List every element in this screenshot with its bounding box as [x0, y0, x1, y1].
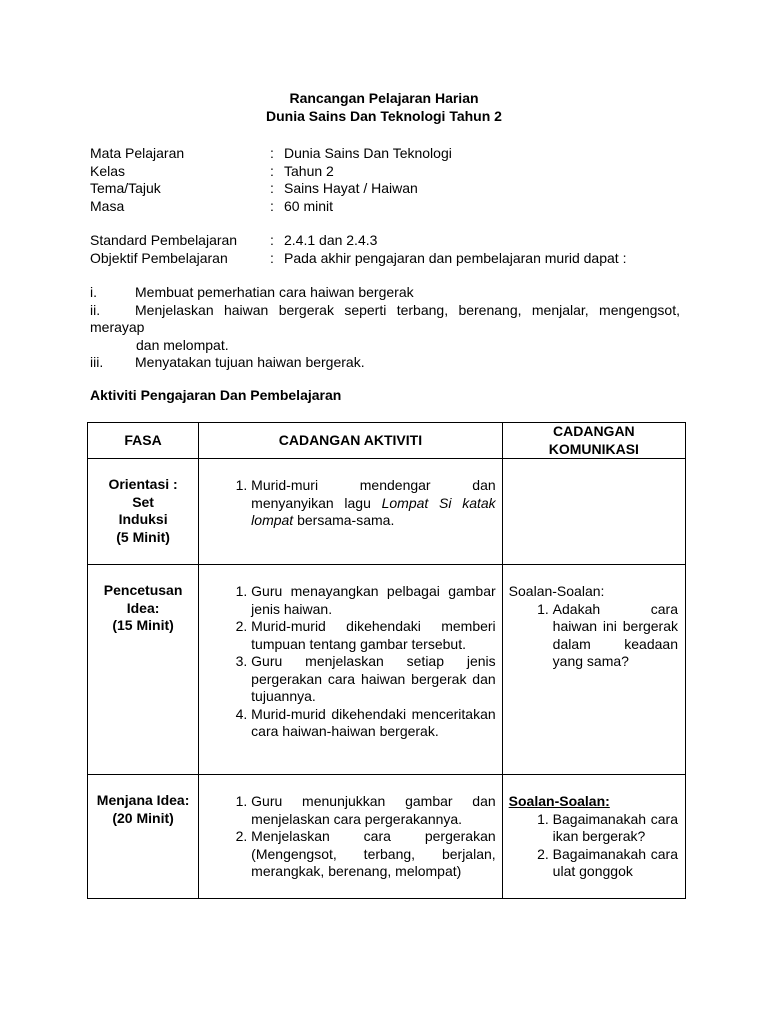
- question-item: 2. Bagaimanakah cara ulat gonggok: [553, 846, 678, 881]
- activity-item: [251, 477, 496, 530]
- info-label: Standard Pembelajaran: [90, 232, 238, 248]
- activity-item: 4. Murid-murid dikehendaki menceritakan cara haiwan-haiwan bergerak.: [251, 706, 496, 741]
- fasa-line: Orientasi :: [108, 476, 178, 492]
- question-item: 1. Adakah cara haiwan ini bergerak dalam keadaan yang sama?: [553, 601, 678, 671]
- fasa-line: Idea:: [126, 599, 160, 616]
- table-row: [88, 775, 686, 899]
- fasa-line: (20 Minit): [112, 809, 174, 826]
- objective-item: [90, 284, 680, 302]
- objective-continuation: [90, 337, 680, 355]
- table-row: [88, 459, 686, 565]
- activity-item: 1. Guru menunjukkan gambar dan menjelaskan cara pergerakannya.: [251, 793, 496, 828]
- question-list: [503, 601, 685, 671]
- header-aktiviti: CADANGAN AKTIVITI: [199, 423, 503, 459]
- fasa-line: (15 Minit): [112, 617, 174, 633]
- info-row: [90, 250, 690, 268]
- info-label: Objektif Pembelajaran: [90, 249, 228, 266]
- fasa-line: Pencetusan: [103, 582, 183, 598]
- objective-text: Menjelaskan haiwan bergerak seperti terbang, berenang, menjalar, mengengsot,: [135, 301, 680, 318]
- info-value: Dunia Sains Dan Teknologi: [284, 145, 452, 161]
- activity-cell: [199, 565, 503, 775]
- activity-item: 2. Menjelaskan cara pergerakan (Mengengsot, terbang, berjalan, merangkak, berenang, melompat): [251, 828, 496, 881]
- table-row: [88, 565, 686, 775]
- question-heading: Soalan-Soalan:: [508, 793, 610, 809]
- objective-number: [90, 337, 136, 355]
- header-komunikasi-line1: CADANGAN: [553, 423, 635, 439]
- info-colon: :: [270, 197, 274, 214]
- fasa-line: Set: [132, 493, 154, 510]
- objective-item: [90, 302, 680, 320]
- info-label: Tema/Tajuk: [90, 180, 161, 196]
- info-row: [90, 232, 690, 250]
- question-item: 1. Bagaimanakah cara ikan bergerak?: [553, 811, 678, 846]
- objective-text: Membuat pemerhatian cara haiwan bergerak: [135, 284, 414, 300]
- activity-list: [199, 565, 502, 757]
- activity-table: [87, 422, 686, 899]
- info-label: Kelas: [90, 162, 126, 179]
- objective-number: iii.: [90, 354, 104, 370]
- info-colon: :: [270, 162, 274, 179]
- activity-item: 1. Guru menayangkan pelbagai gambar jenis haiwan.: [251, 583, 496, 618]
- komunikasi-cell: [502, 775, 685, 899]
- info-value: 60 minit: [284, 197, 334, 214]
- objective-continuation: [90, 319, 680, 337]
- objective-number: ii.: [90, 301, 101, 318]
- komunikasi-cell: [502, 459, 685, 565]
- header-komunikasi: [502, 423, 685, 459]
- activity-item: 3. Guru menjelaskan setiap jenis pergerakan cara haiwan bergerak dan tujuannya.: [251, 653, 496, 706]
- table-header-row: [88, 423, 686, 459]
- document-title: Rancangan Pelajaran Harian: [289, 90, 479, 106]
- learning-info: [90, 232, 690, 267]
- objective-text: Menyatakan tujuan haiwan bergerak.: [135, 354, 365, 370]
- info-row: [90, 145, 690, 163]
- question-list: [503, 811, 685, 881]
- fasa-cell: [88, 775, 199, 899]
- info-value: Tahun 2: [284, 162, 334, 179]
- info-colon: :: [270, 180, 274, 196]
- lesson-info: [90, 145, 690, 215]
- question-heading: Soalan-Soalan:: [508, 583, 605, 599]
- section-heading: Aktiviti Pengajaran Dan Pembelajaran: [90, 387, 342, 403]
- fasa-line: Menjana Idea:: [96, 792, 190, 808]
- info-colon: :: [270, 232, 274, 248]
- info-colon: :: [270, 145, 274, 161]
- activity-text: bersama-sama.: [293, 512, 395, 528]
- info-label: Mata Pelajaran: [90, 145, 185, 161]
- activity-cell: [199, 459, 503, 565]
- komunikasi-cell: [502, 565, 685, 775]
- info-label: Masa: [90, 197, 125, 214]
- objective-list: [90, 284, 680, 372]
- song-title: Lompat Si katak lompat: [251, 494, 496, 528]
- info-row: [90, 180, 690, 198]
- activity-list: [199, 459, 502, 546]
- info-colon: :: [270, 249, 274, 266]
- info-row: [90, 163, 690, 181]
- info-row: [90, 198, 690, 216]
- activity-list: [199, 775, 502, 897]
- fasa-line: (5 Minit): [116, 528, 170, 545]
- objective-text: merayap: [90, 319, 145, 335]
- fasa-cell: [88, 459, 199, 565]
- header-fasa: FASA: [88, 423, 199, 459]
- activity-text: Murid-muri mendengar dan menyanyikan lagu: [251, 477, 496, 511]
- header-komunikasi-line2: KOMUNIKASI: [548, 440, 639, 457]
- fasa-line: Induksi: [118, 511, 168, 527]
- document-subtitle: Dunia Sains Dan Teknologi Tahun 2: [266, 108, 502, 124]
- info-value: Sains Hayat / Haiwan: [284, 180, 418, 196]
- objective-text: dan melompat.: [136, 336, 229, 353]
- fasa-cell: [88, 565, 199, 775]
- info-value: Pada akhir pengajaran dan pembelajaran murid dapat :: [284, 249, 627, 266]
- objective-item: [90, 354, 680, 372]
- info-value: 2.4.1 dan 2.4.3: [284, 232, 378, 248]
- objective-number: i.: [90, 284, 97, 300]
- activity-cell: [199, 775, 503, 899]
- activity-item: 2. Murid-murid dikehendaki memberi tumpuan tentang gambar tersebut.: [251, 618, 496, 653]
